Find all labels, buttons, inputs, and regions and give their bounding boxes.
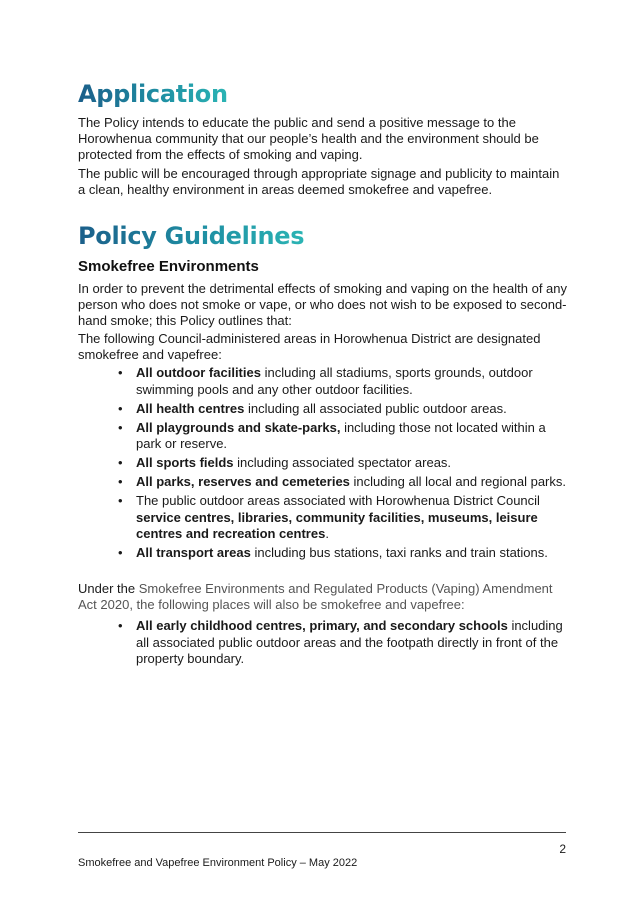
footer-text: Smokefree and Vapefree Environment Policy – May 2022 <box>78 857 358 869</box>
smokefree-environments-subheading: Smokefree Environments <box>78 258 259 275</box>
bullet-icon: • <box>118 400 123 416</box>
list-item-bold: All health centres <box>136 400 245 416</box>
guidelines-paragraph-1: In order to prevent the detrimental effects of smoking and vaping on the health of any person who does not smoke or vape, or who does not wish to be exposed to second-hand smoke; this Policy outlines that: <box>78 281 568 328</box>
bullet-icon: • <box>118 474 123 489</box>
bullet-icon: • <box>118 365 123 380</box>
list-item-text: including those not located within a park or reserve. <box>136 419 546 451</box>
list-item-bold: All parks, reserves and cemeteries <box>136 474 350 489</box>
bullet-icon: • <box>118 493 123 508</box>
list-item-text: The public outdoor areas associated with Horowhenua District Council <box>136 493 540 508</box>
list-item-text: including all local and regional parks. <box>349 474 566 489</box>
bullet-icon: • <box>118 618 123 633</box>
list-item <box>118 420 568 453</box>
designated-areas-list <box>118 365 568 564</box>
list-item <box>118 545 568 562</box>
list-item-text: including all associated public outdoor areas. <box>244 400 507 416</box>
list-item <box>118 365 568 398</box>
act-prefix: Under the <box>78 581 139 596</box>
bullet-icon: • <box>118 545 123 560</box>
footer-divider <box>78 832 566 833</box>
list-item-bold: All early childhood centres, primary, and secondary schools <box>136 618 508 633</box>
act-paragraph <box>78 581 568 613</box>
page-number: 2 <box>559 842 566 856</box>
list-item-text: including associated spectator areas. <box>233 455 452 470</box>
list-item <box>118 401 568 418</box>
bullet-icon: • <box>118 419 123 435</box>
list-item-text: . <box>325 526 329 541</box>
policy-guidelines-heading: Policy Guidelines <box>78 222 305 250</box>
guidelines-paragraph-2: The following Council-administered areas in Horowhenua District are designated smokefree and vapefree: <box>78 331 541 362</box>
application-heading: Application <box>78 80 228 108</box>
application-paragraph-2: The public will be encouraged through appropriate signage and publicity to maintain a clean, healthy environment in areas deemed smokefree and vapefree. <box>78 166 560 197</box>
list-item-bold: All transport areas <box>136 545 251 560</box>
list-item-text: including bus stations, taxi ranks and train stations. <box>250 545 548 560</box>
list-item <box>118 493 568 543</box>
list-item <box>118 618 568 668</box>
bullet-icon: • <box>118 455 123 470</box>
list-item-bold: All playgrounds and skate-parks, <box>136 419 341 435</box>
list-item-text: including all associated public outdoor areas and the footpath directly in front of the property boundary. <box>136 618 563 666</box>
list-item <box>118 474 568 491</box>
list-item-bold: service centres, libraries, community facilities, museums, leisure centres and recreation centres <box>136 509 538 541</box>
application-paragraph-1: The Policy intends to educate the public and send a positive message to the Horowhenua community that our people’s health and the environment should be protected from the effects of smoking and vaping. <box>78 115 539 162</box>
list-item-text: including all stadiums, sports grounds, outdoor swimming pools and any other outdoor facilities. <box>136 365 533 397</box>
list-item-bold: All outdoor facilities <box>136 365 261 380</box>
list-item-bold: All sports fields <box>136 455 234 470</box>
act-places-list <box>118 618 568 670</box>
list-item <box>118 455 568 472</box>
act-text: Smokefree Environments and Regulated Products (Vaping) Amendment Act 2020, the following places will also be smokefree and vapefree: <box>78 581 553 612</box>
